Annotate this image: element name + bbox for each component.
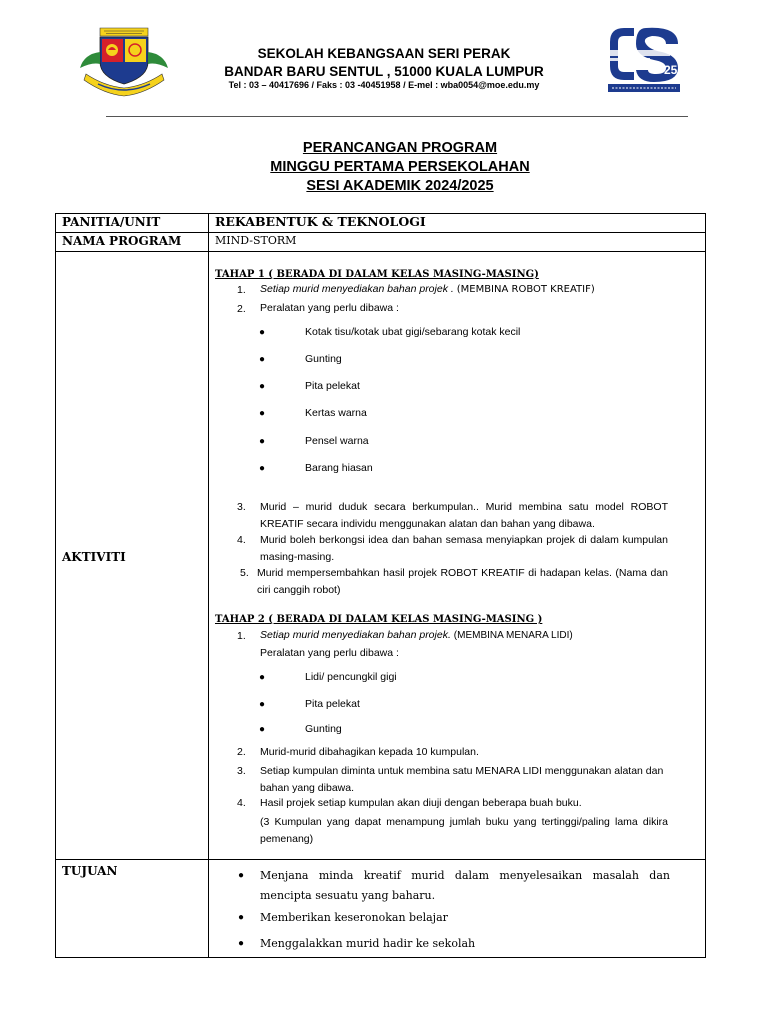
tahap1-step4-number: 4. — [237, 534, 246, 546]
bullet-icon: ● — [259, 672, 266, 683]
tahap2-step4: Hasil projek setiap kumpulan akan diuji dengan beberapa buah buku. — [260, 797, 582, 809]
tujuan-label: TUJUAN — [62, 864, 118, 878]
panitia-value: REKABENTUK & TEKNOLOGI — [215, 214, 426, 229]
aktiviti-label: AKTIVITI — [62, 550, 126, 564]
tahap2-step1 — [260, 629, 573, 641]
tahap2-item: Lidi/ pencungkil gigi — [305, 671, 397, 683]
bullet-icon: ● — [259, 381, 266, 392]
school-address: BANDAR BARU SENTUL , 51000 KUALA LUMPUR — [224, 64, 544, 79]
tahap2-step3: Setiap kumpulan diminta untuk membina satu MENARA LIDI menggunakan alatan dan bahan yang dibawa. — [260, 765, 664, 794]
tahap1-step1-project: (MEMBINA ROBOT KREATIF) — [456, 284, 595, 295]
title-line-2: MINGGU PERTAMA PERSEKOLAHAN — [270, 159, 530, 175]
bullet-icon: ● — [259, 354, 266, 365]
header-divider — [106, 116, 688, 117]
school-contact: Tel : 03 – 40417696 / Faks : 03 -40451958 / E-mel : wba0054@moe.edu.my — [228, 80, 540, 90]
bullet-icon: ● — [259, 463, 266, 474]
tahap1-step1-text: Setiap murid menyediakan bahan projek . — [260, 283, 454, 295]
tahap1-item: Gunting — [305, 353, 342, 365]
panitia-label: PANITIA/UNIT — [62, 215, 161, 229]
tahap2-step1-tools: Peralatan yang perlu dibawa : — [260, 647, 399, 659]
tujuan-item: Menggalakkan murid hadir ke sekolah — [260, 937, 476, 950]
bullet-icon: ● — [259, 436, 266, 447]
tahap1-item: Pensel warna — [305, 435, 369, 447]
column-divider — [208, 214, 209, 957]
bullet-icon: ● — [238, 938, 245, 949]
tahap1-item: Barang hiasan — [305, 462, 373, 474]
tahap2-step3-number: 3. — [237, 765, 246, 777]
bullet-icon: ● — [259, 327, 266, 338]
tahap2-step1-number: 1. — [237, 630, 246, 642]
tahap2-step4-number: 4. — [237, 797, 246, 809]
school-crest-logo — [78, 22, 170, 102]
bullet-icon: ● — [259, 699, 266, 710]
tahap1-heading: TAHAP 1 ( BERADA DI DALAM KELAS MASING-MASING) — [215, 269, 539, 280]
tahap1-step1-number: 1. — [237, 284, 246, 296]
tujuan-item: Menjana minda kreatif murid dalam menyelesaikan masalah dan mencipta sesuatu yang baharu. — [260, 869, 670, 902]
row-divider — [56, 859, 705, 860]
bullet-icon: ● — [238, 870, 245, 881]
tahap1-item: Kertas warna — [305, 407, 367, 419]
tahap1-step1 — [260, 283, 595, 295]
tahap1-item: Kotak tisu/kotak ubat gigi/sebarang kotak kecil — [305, 326, 521, 338]
tahap2-step2: Murid-murid dibahagikan kepada 10 kumpulan. — [260, 746, 479, 758]
title-line-1: PERANCANGAN PROGRAM — [302, 140, 498, 156]
tahap2-item: Pita pelekat — [305, 698, 360, 710]
tahap2-step4-note: (3 Kumpulan yang dapat menampung jumlah buku yang tertinggi/paling lama dikira pemenang) — [260, 816, 668, 845]
program-label: NAMA PROGRAM — [62, 234, 182, 248]
title-line-3: SESI AKADEMIK 2024/2025 — [306, 178, 494, 194]
bullet-icon: ● — [259, 724, 266, 735]
tujuan-item: Memberikan keseronokan belajar — [260, 911, 448, 924]
tahap1-item: Pita pelekat — [305, 380, 360, 392]
tahap1-step4: Murid boleh berkongsi idea dan bahan semasa menyiapkan projek di dalam kumpulan masing-masing. — [260, 534, 668, 563]
tahap1-step3-number: 3. — [237, 501, 246, 513]
tahap2-step2-number: 2. — [237, 746, 246, 758]
tahap1-step3: Murid – murid duduk secara berkumpulan.. Murid membina satu model ROBOT KREATIF secara individu menggunakan alatan dan bahan yang dibawa. — [260, 501, 668, 530]
tahap2-item: Gunting — [305, 723, 342, 735]
tahap1-step2-number: 2. — [237, 303, 246, 315]
tahap1-step5: Murid mempersembahkan hasil projek ROBOT KREATIF di hadapan kelas. (Nama dan ciri canggih robot) — [257, 567, 668, 596]
program-value: MIND-STORM — [215, 234, 297, 247]
school-name: SEKOLAH KEBANGSAAN SERI PERAK — [257, 46, 511, 61]
row-divider — [56, 251, 705, 252]
row-divider — [56, 232, 705, 233]
tahap2-step1-text: Setiap murid menyediakan bahan projek. — [260, 629, 451, 641]
tahap2-step1-project: (MEMBINA MENARA LIDI) — [453, 630, 573, 641]
badge-number: 25 — [664, 63, 678, 77]
bullet-icon: ● — [238, 912, 245, 923]
tahap1-step2: Peralatan yang perlu dibawa : — [260, 302, 399, 314]
tahap2-heading: TAHAP 2 ( BERADA DI DALAM KELAS MASING-MASING ) — [215, 614, 543, 625]
bullet-icon: ● — [259, 408, 266, 419]
tahap1-step5-number: 5. — [240, 567, 249, 579]
